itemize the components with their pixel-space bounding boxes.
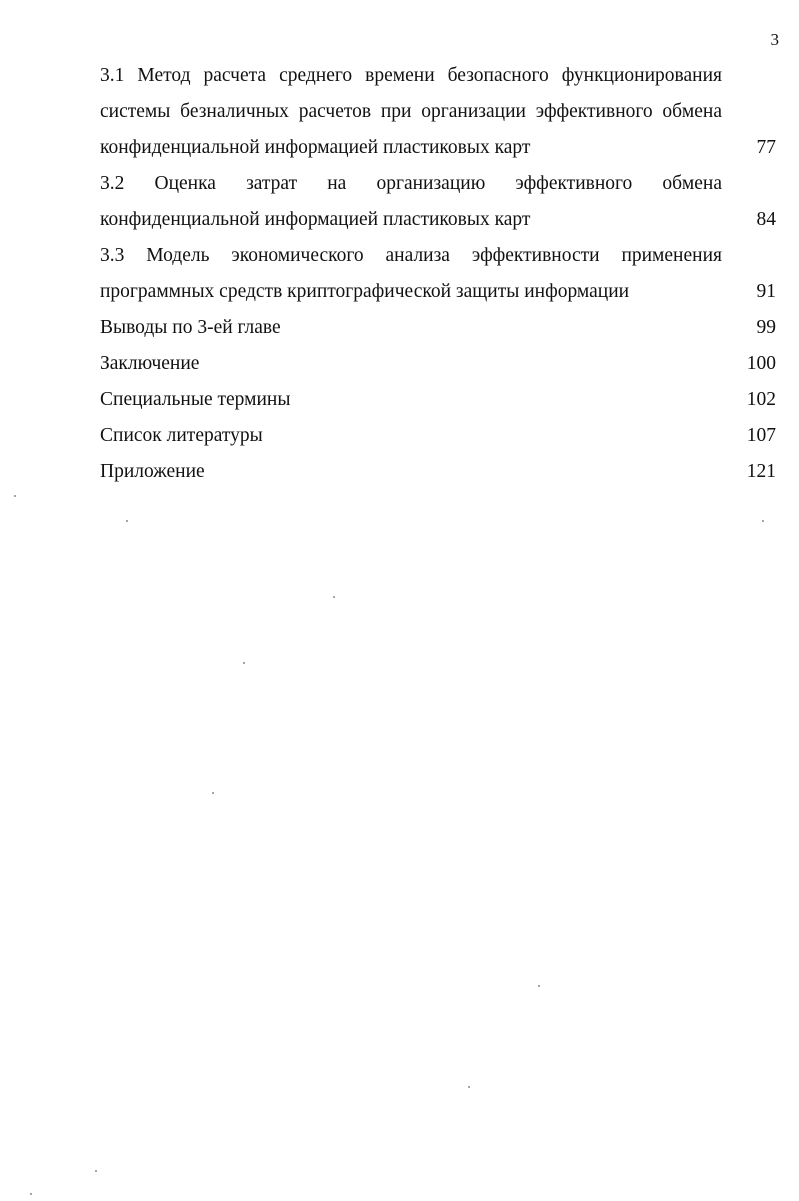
toc-entry-line: Приложение [100, 461, 205, 482]
toc-page-number: 84 [756, 209, 776, 230]
scan-speck [30, 1193, 32, 1195]
toc-page-number: 77 [756, 137, 776, 158]
scan-speck [468, 1086, 470, 1088]
scan-speck [333, 596, 335, 598]
table-of-contents [100, 58, 776, 490]
page-number: 3 [770, 30, 779, 49]
toc-page-number: 100 [746, 353, 776, 374]
toc-entry-3-1 [100, 58, 776, 166]
toc-entry-line: Специальные термины [100, 389, 291, 410]
scan-speck [243, 662, 245, 664]
toc-entry-line: 3.2 Оценка затрат на организацию эффективного обмена [100, 173, 722, 194]
toc-page-number: 121 [746, 461, 776, 482]
toc-entry-title [100, 58, 722, 166]
toc-entry-title [100, 310, 722, 346]
scan-speck [126, 520, 128, 522]
toc-entry-line: Список литературы [100, 425, 263, 446]
scan-speck [538, 985, 540, 987]
toc-page-number: 99 [756, 317, 776, 338]
toc-entry-title [100, 454, 722, 490]
toc-entry-conclusion [100, 346, 776, 382]
toc-entry-line: конфиденциальной информацией пластиковых карт [100, 137, 531, 158]
toc-entry-references [100, 418, 776, 454]
toc-entry-line: 3.3 Модель экономического анализа эффективности применения [100, 245, 722, 266]
toc-entry-line: конфиденциальной информацией пластиковых карт [100, 209, 531, 230]
toc-entry-line: Заключение [100, 353, 200, 374]
toc-page-number: 107 [746, 425, 776, 446]
scan-speck [212, 792, 214, 794]
toc-entry-3-3 [100, 238, 776, 310]
toc-entry-line: системы безналичных расчетов при организации эффективного обмена [100, 101, 722, 122]
scan-speck [762, 520, 764, 522]
toc-entry-conclusions-ch3 [100, 310, 776, 346]
toc-entry-line: 3.1 Метод расчета среднего времени безопасного функционирования [100, 65, 722, 86]
toc-entry-3-2 [100, 166, 776, 238]
toc-entry-title [100, 166, 722, 238]
toc-page-number: 91 [756, 281, 776, 302]
toc-entry-line: Выводы по 3-ей главе [100, 317, 281, 338]
scan-speck [95, 1170, 97, 1172]
toc-entry-appendix [100, 454, 776, 490]
toc-entry-title [100, 382, 722, 418]
toc-entry-line: программных средств криптографической защиты информации [100, 281, 630, 302]
toc-entry-title [100, 238, 722, 310]
toc-entry-title [100, 346, 722, 382]
toc-page-number: 102 [746, 389, 776, 410]
toc-entry-title [100, 418, 722, 454]
scan-speck [14, 495, 16, 497]
toc-entry-glossary [100, 382, 776, 418]
